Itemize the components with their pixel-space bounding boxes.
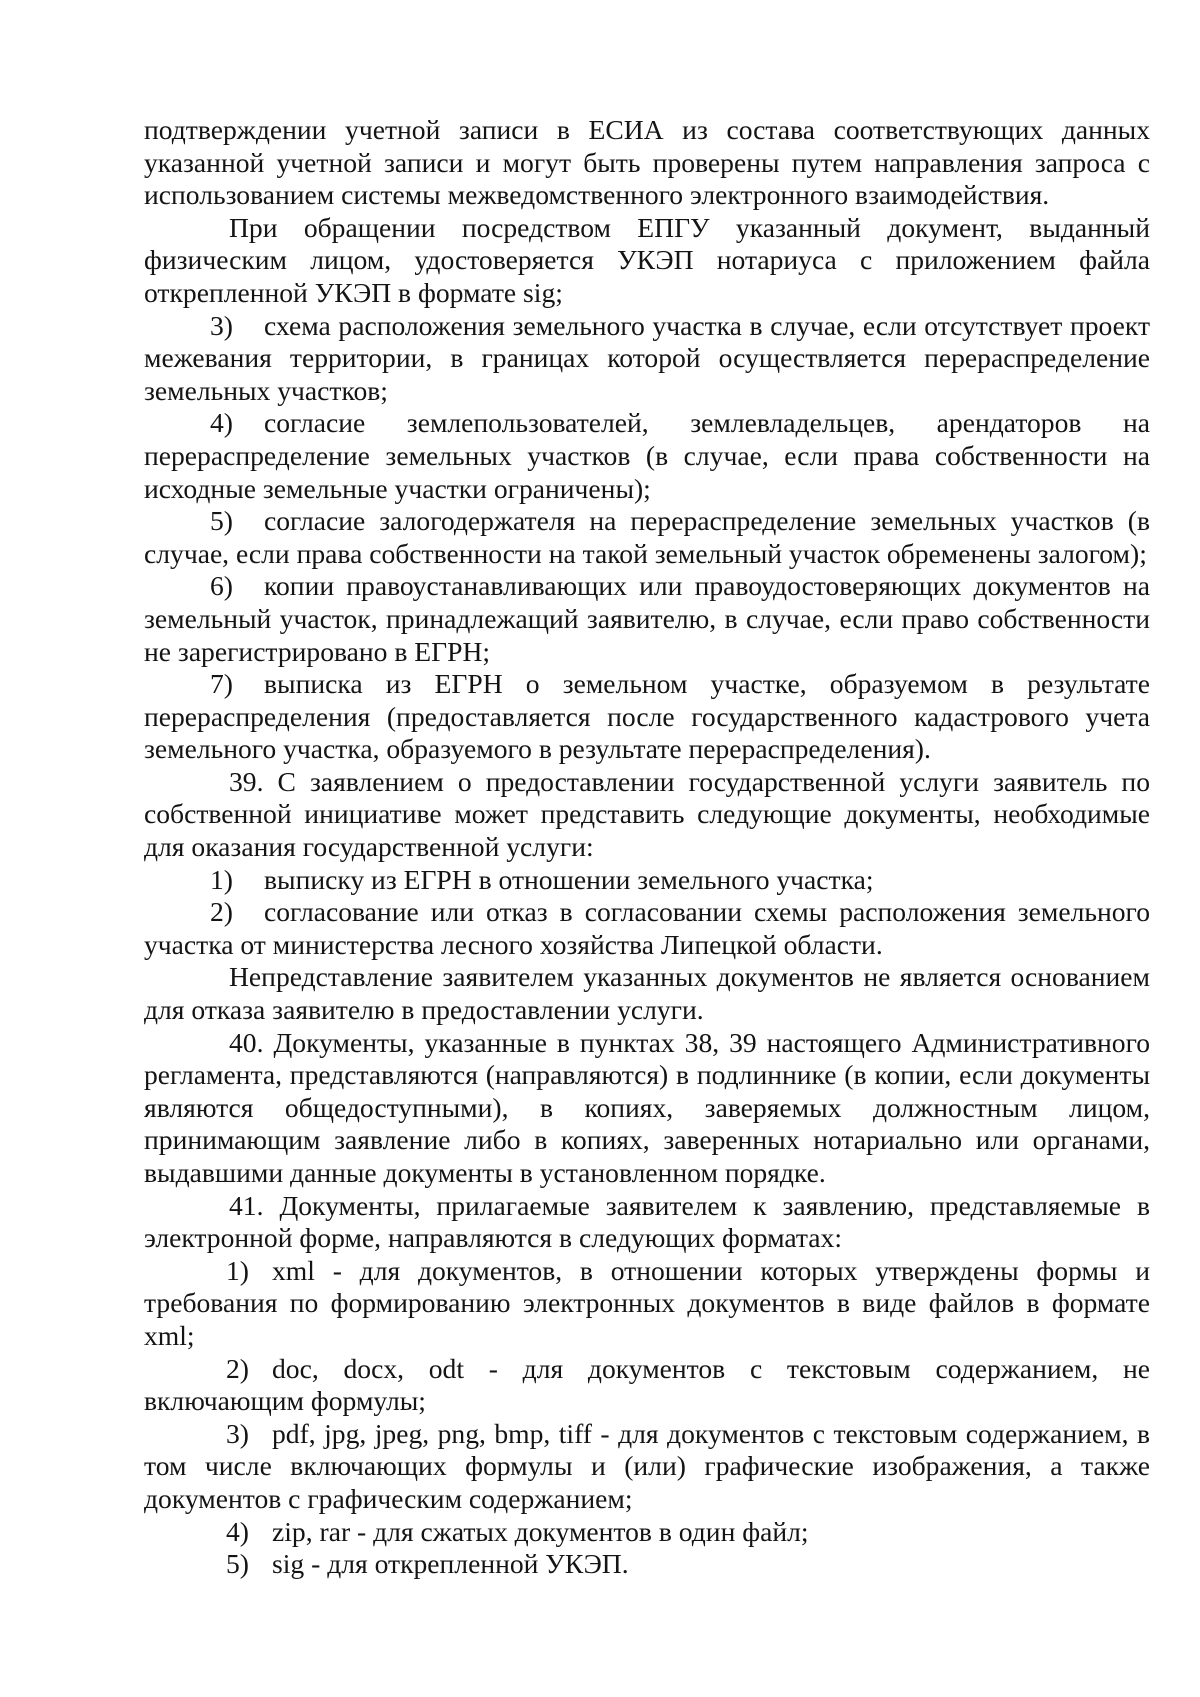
list-item [144,1353,1150,1418]
list-item [144,407,1150,505]
list-item [144,505,1150,570]
list-item-number: 2) [210,896,233,928]
list-item [144,864,1150,897]
list-item [144,570,1150,668]
paragraph-esia-verification: подтверждении учетной записи в ЕСИА из состава соответствующих данных указанной учетной записи и могут быть проверены путем направления запроса с использованием системы межведомственного электронного взаимодействия. [144,114,1150,211]
list-item-text: копии правоустанавливающих или правоудостоверяющих документов на земельный участок, принадлежащий заявителю, в случае, если право собственности не зарегистрировано в ЕГРН; [144,570,1150,667]
list-item-number: 3) [210,309,233,341]
list-item-text: согласие землепользователей, землевладельцев, арендаторов на перераспределение земельных участков (в случае, если права собственности на исходные земельные участки ограничены); [144,407,1150,504]
list-item [144,1548,1150,1581]
list-item-text: zip, rar - для сжатых документов в один файл; [272,1515,809,1547]
list-item-number: 5) [210,505,233,537]
document-body [144,114,1150,1581]
list-item-number: 2) [226,1352,249,1384]
list-item-number: 4) [210,407,233,439]
list-item [144,668,1150,766]
list-item-text: выписку из ЕГРН в отношении земельного участка; [264,863,874,895]
list-item-text: согласие залогодержателя на перераспределение земельных участков (в случае, если права собственности на такой земельный участок обременены залогом); [144,505,1150,569]
list-item-text: схема расположения земельного участка в случае, если отсутствует проект межевания территории, в границах которой осуществляется перераспределение земельных участков; [144,309,1150,406]
paragraph-40: 40. Документы, указанные в пунктах 38, 39 настоящего Административного регламента, представляются (направляются) в подлиннике (в копии, если документы являются общедоступными), в копиях, заверяемых должностным лицом, принимающим заявление либо в копиях, заверенных нотариально или органами, выдавшими данные документы в установленном порядке. [144,1026,1150,1188]
list-item-text: pdf, jpg, jpeg, png, bmp, tiff - для документов с текстовым содержанием, в том числе включающих формулы и (или) графические изображения, а также документов с графическим содержанием; [144,1417,1150,1514]
paragraph-nonsubmission: Непредставление заявителем указанных документов не является основанием для отказа заявителю в предоставлении услуги. [144,961,1150,1026]
list-item-number: 6) [210,570,233,602]
list-item [144,1418,1150,1516]
list-item-text: xml - для документов, в отношении которых утверждены формы и требования по формированию электронных документов в виде файлов в формате xml; [144,1254,1150,1351]
list-item [144,1516,1150,1549]
list-item-text: согласование или отказ в согласовании схемы расположения земельного участка от министерства лесного хозяйства Липецкой области. [144,896,1150,960]
list-item-number: 5) [226,1548,249,1580]
paragraph-39: 39. С заявлением о предоставлении государственной услуги заявитель по собственной инициативе может представить следующие документы, необходимые для оказания государственной услуги: [144,765,1150,863]
list-item [144,896,1150,961]
paragraph-41: 41. Документы, прилагаемые заявителем к заявлению, представляемые в электронной форме, направляются в следующих форматах: [144,1189,1150,1254]
list-item [144,310,1150,408]
list-item [144,1255,1150,1353]
list-item-number: 1) [226,1254,249,1286]
list-item-text: sig - для открепленной УКЭП. [272,1548,629,1580]
list-item-number: 1) [210,863,233,895]
paragraph-epgu-notary: При обращении посредством ЕПГУ указанный документ, выданный физическим лицом, удостоверяется УКЭП нотариуса с приложением файла открепленной УКЭП в формате sig; [144,211,1150,308]
list-item-number: 4) [226,1515,249,1547]
list-item-text: doc, docx, odt - для документов с текстовым содержанием, не включающим формулы; [144,1352,1150,1417]
list-item-number: 3) [226,1417,249,1449]
list-item-number: 7) [210,668,233,700]
list-item-text: выписка из ЕГРН о земельном участке, образуемом в результате перераспределения (предоставляется после государственного кадастрового учета земельного участка, образуемого в результате перераспределения). [144,668,1150,765]
